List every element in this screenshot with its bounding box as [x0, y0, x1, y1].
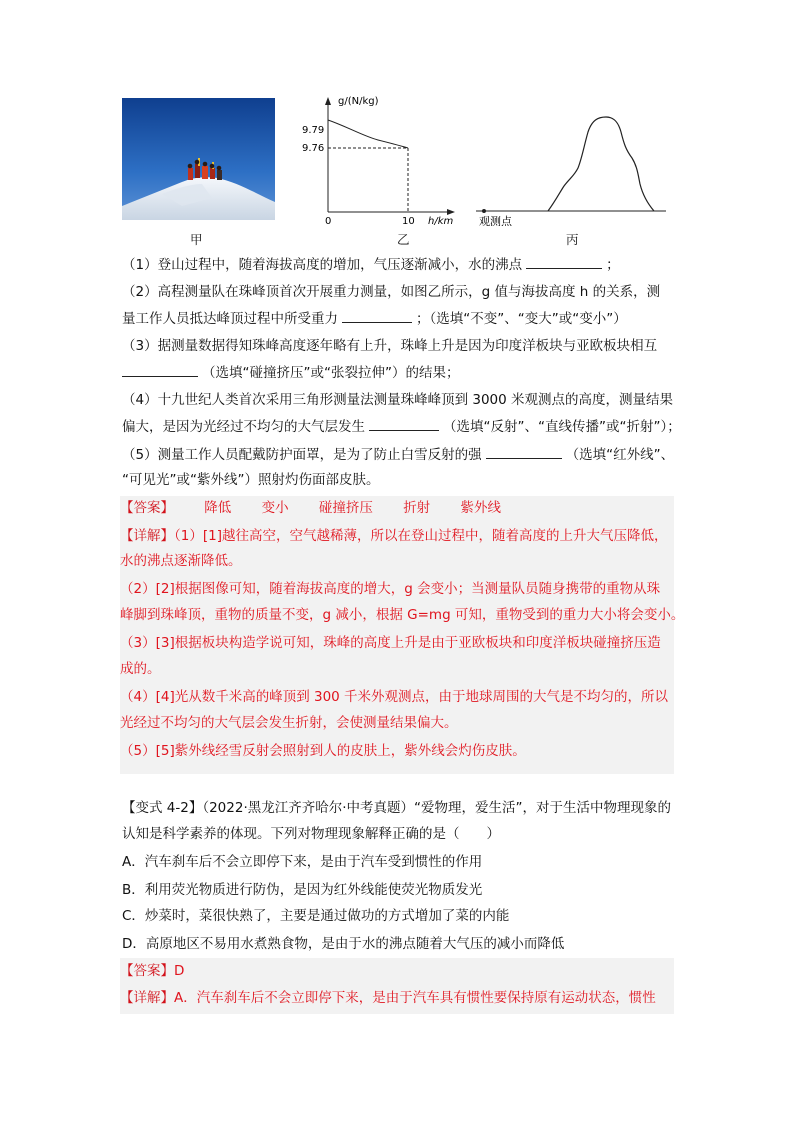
- answer-item: 变小: [261, 500, 289, 516]
- question-1-text: （1）登山过程中，随着海拔高度的增加，气压逐渐减小，水的沸点: [122, 257, 523, 273]
- answer-item: 碰撞挤压: [318, 500, 373, 516]
- answer-blank-3: [122, 362, 198, 377]
- answer-block-1: [120, 496, 685, 774]
- detail-label-2: 【详解】: [120, 990, 174, 1006]
- detail-line-1b: 水的沸点逐渐降低。: [120, 553, 242, 569]
- variant-stem-b: 认知是科学素养的体现。下列对物理现象解释正确的是（ ）: [122, 826, 500, 842]
- question-3-text-b: （选填“碰撞挤压”或“张裂拉伸”）的结果；: [202, 365, 460, 381]
- detail-line-3b: 成的。: [120, 661, 161, 677]
- answer-blank-2: [342, 308, 412, 323]
- observation-point-marker: [482, 209, 486, 213]
- detail-label: 【详解】: [120, 528, 174, 544]
- gravity-curve: [328, 120, 408, 148]
- x-axis-label: h/km: [428, 216, 454, 226]
- answer-value-2: D: [174, 963, 185, 979]
- gravity-height-chart: [298, 94, 468, 226]
- question-variant-line-1: [122, 798, 673, 818]
- question-4-line-2: [122, 416, 681, 437]
- option-d: D．高原地区不易用水煮熟食物，是由于水的沸点随着大气压的减小而降低: [122, 936, 565, 952]
- question-2-end: ；（选填“不变”、“变大”或“变小”）: [416, 311, 627, 327]
- observation-point-label: 观测点: [479, 215, 512, 226]
- detail-line-1a: [120, 526, 667, 546]
- variant-stem-a: “爱物理，爱生活”，对于生活中物理现象的: [414, 800, 672, 816]
- answer-item: 降低: [204, 500, 232, 516]
- question-5-line-2: [122, 470, 673, 490]
- answer-line: [120, 498, 501, 518]
- answer-block-2: [120, 958, 674, 1014]
- question-2-line-1: [122, 282, 673, 302]
- option-a: A．汽车刹车后不会立即停下来，是由于汽车受到惯性的作用: [122, 854, 483, 870]
- question-3-line-1: [122, 336, 673, 356]
- question-1: [122, 254, 673, 275]
- figure-yi-caption: 乙: [397, 232, 410, 247]
- answer-line-2: [120, 961, 184, 981]
- y-tick-979: 9.79: [302, 125, 325, 136]
- x-axis-arrow: [447, 209, 455, 215]
- question-4-text-a: （4）十九世纪人类首次采用三角形测量法测量珠峰峰顶到 3000 米观测点的高度，测量结果: [122, 392, 674, 408]
- question-2-text-b: 量工作人员抵达峰顶过程中所受重力: [122, 311, 338, 327]
- figure-jia-caption: 甲: [190, 232, 203, 247]
- y-axis-label: g/(N/kg): [338, 96, 379, 107]
- question-2-text-a: （2）高程测量队在珠峰顶首次开展重力测量，如图乙所示，g 值与海拔高度 h 的关系，测: [122, 284, 661, 300]
- detail-line-q2: [120, 988, 656, 1008]
- y-tick-976: 9.76: [302, 143, 325, 154]
- mountain-outline: [548, 117, 654, 211]
- detail-text-2: A．汽车刹车后不会立即停下来，是由于汽车具有惯性要保持原有运动状态，惯性: [174, 990, 656, 1006]
- answer-blank-1: [526, 254, 602, 269]
- question-1-end: ；: [606, 257, 620, 273]
- question-3-text-a: （3）据测量数据得知珠峰高度逐年略有上升，珠峰上升是因为印度洋板块与亚欧板块相互: [122, 338, 658, 354]
- summit-photo: [122, 98, 275, 220]
- y-axis-arrow: [325, 97, 331, 105]
- figure-bing-caption: 丙: [566, 232, 579, 247]
- question-4-line-1: [122, 390, 673, 410]
- question-5-text-b: “可见光”或“紫外线”）照射灼伤面部皮肤。: [122, 472, 380, 488]
- detail-line-2a: （2）[2]根据图像可知，随着海拔高度的增大，g 会变小；当测量队员随身携带的重物从珠: [120, 581, 661, 597]
- detail-line-4b: 光经过不均匀的大气层会发生折射，会使测量结果偏大。: [120, 715, 458, 731]
- detail-line-5: （5）[5]紫外线经雪反射会照射到人的皮肤上，紫外线会灼伤皮肤。: [120, 743, 526, 759]
- x-tick-10: 10: [402, 216, 415, 226]
- option-b: B．利用荧光物质进行防伪，是因为红外线能使荧光物质发光: [122, 882, 483, 898]
- question-4-text-b: 偏大，是因为光经过不均匀的大气层发生: [122, 419, 365, 435]
- option-c: C．炒菜时，菜很快熟了，主要是通过做功的方式增加了菜的内能: [122, 908, 510, 924]
- answer-label-2: 【答案】: [120, 963, 174, 979]
- question-4-end: （选填“反射”、“直线传播”或“折射”）；: [443, 419, 681, 435]
- detail-line-4a: （4）[4]光从数千米高的峰顶到 300 千米外观测点，由于地球周围的大气是不均匀的，所以: [120, 689, 669, 705]
- mountain-diagram: [476, 108, 666, 226]
- detail-line-2b: 峰脚到珠峰顶，重物的质量不变，g 减小，根据 G=mg 可知，重物受到的重力大小将会变小。: [120, 607, 685, 623]
- answer-blank-5: [486, 444, 562, 459]
- question-3-line-2: [122, 362, 673, 383]
- variant-source: （2022·黑龙江齐齐哈尔·中考真题）: [202, 800, 415, 816]
- detail-text: （1）[1]越往高空，空气越稀薄，所以在登山过程中，随着高度的上升大气压降低，: [174, 528, 668, 544]
- x-tick-0: 0: [325, 216, 332, 226]
- question-5-text-a: （5）测量工作人员配戴防护面罩，是为了防止白雪反射的强: [122, 447, 482, 463]
- question-variant-line-2: [122, 824, 673, 844]
- answer-label: 【答案】: [120, 500, 174, 516]
- detail-line-3a: （3）[3]根据板块构造学说可知，珠峰的高度上升是由于亚欧板块和印度洋板块碰撞挤压造: [120, 635, 661, 651]
- answer-item: 折射: [403, 500, 431, 516]
- question-2-line-2: [122, 308, 673, 329]
- answer-blank-4: [369, 416, 439, 431]
- variant-tag: 【变式 4-2】: [122, 800, 203, 816]
- question-5-end: （选填“红外线”、: [565, 447, 675, 463]
- question-5-line-1: [122, 444, 673, 465]
- answer-item: 紫外线: [460, 500, 501, 516]
